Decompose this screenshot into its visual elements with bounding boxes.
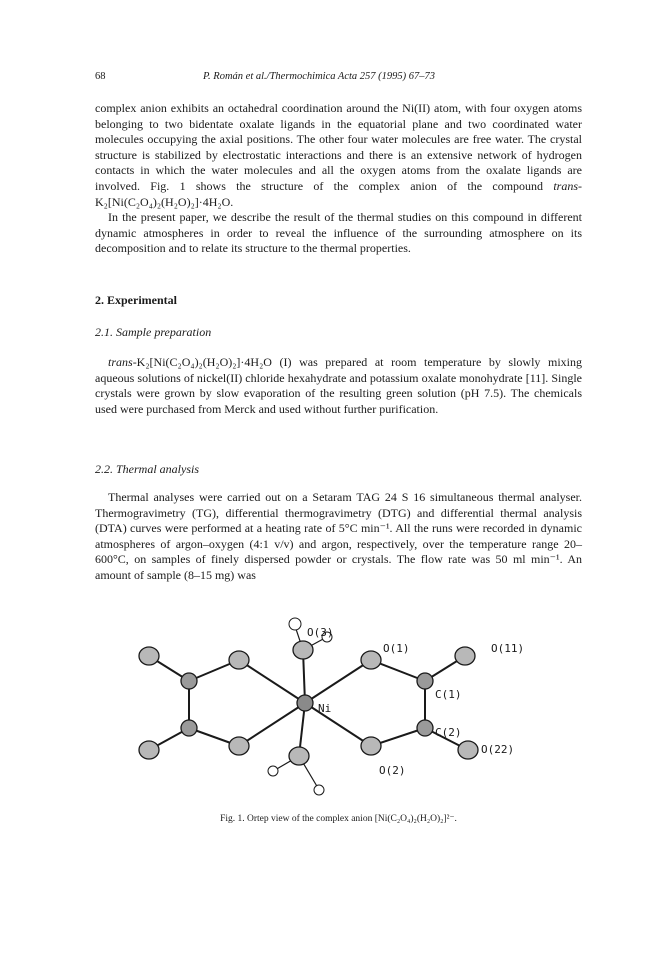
atom-ni [297, 695, 313, 711]
atom-c2-sym [181, 720, 197, 736]
sample-preparation-paragraph: trans-K₂[Ni(C₂O₄)₂(H₂O)₂]·4H₂O (I) was prepared at room temperature by slowly mixing aqueous solutions of nickel(II) chloride hexahydrate and potassium oxalate monohydrate [11]. Single crystals were grown by slow evaporation of the resulting green solution (pH 7.5). The chemicals used were purchased from Merck and used without further purification. [95, 355, 582, 416]
atom-h-3 [268, 766, 278, 776]
atom-h-1 [289, 618, 301, 630]
label-c1: C(1) [435, 688, 462, 701]
label-o22: O(22) [481, 743, 515, 756]
atom-c1-sym [181, 673, 197, 689]
subsection-heading-sample-preparation: 2.1. Sample preparation [95, 325, 212, 339]
section-heading: 2. Experimental [95, 293, 177, 307]
running-header [95, 71, 585, 87]
atom-o1 [361, 651, 381, 669]
label-o11: O(11) [491, 642, 525, 655]
atom-o22 [458, 741, 478, 759]
atom-o3-trans [289, 747, 309, 765]
label-o3: O(3) [307, 626, 334, 639]
atom-o2 [361, 737, 381, 755]
running-title: P. Román et al./Thermochimica Acta 257 (1995) 67–73 [203, 71, 436, 82]
label-ni: Ni [318, 702, 332, 715]
sample-preparation-text [95, 355, 582, 417]
atom-c2 [417, 720, 433, 736]
atom-o2-sym [229, 737, 249, 755]
atom-o22-sym [139, 741, 159, 759]
atom-o11 [455, 647, 475, 665]
atom-h-4 [314, 785, 324, 795]
ortep-drawing [135, 608, 555, 808]
page-number: 68 [95, 71, 106, 82]
thermal-analysis-paragraph: Thermal analyses were carried out on a Setaram TAG 24 S 16 simultaneous thermal analyser. Thermogravimetry (TG), differential thermogravimetry (DTG) and differential thermal analysis (DTA) curves were performed at a heating rate of 5°C min⁻¹. All the runs were recorded in dynamic atmospheres of argon–oxygen (4:1 v/v) and argon, respectively, over the temperature range 20–600°C, on samples of finely dispersed powder or crystals. The flow rate was 50 ml min⁻¹. An amount of sample (8–15 mg) was [95, 490, 582, 582]
atom-o11-sym [139, 647, 159, 665]
figure-caption: Fig. 1. Ortep view of the complex anion [Ni(C₂O₄)₂(H₂O)₂]²⁻. [220, 814, 457, 824]
intro-paragraph-2: In the present paper, we describe the result of the thermal studies on this compound in different dynamic atmospheres in order to reveal the influence of the surrounding atmosphere on its decomposition and to relate its structure to the thermal properties. [95, 210, 582, 256]
thermal-analysis-text [95, 490, 582, 584]
atom-c1 [417, 673, 433, 689]
intro-paragraph-1: complex anion exhibits an octahedral coordination around the Ni(II) atom, with four oxygen atoms belonging to two bidentate oxalate ligands in the equatorial plane and two coordinated water molecules occupying the axial positions. The other four water molecules are free water. The crystal structure is stabilized by electrostatic interactions and there is an extensive network of hydrogen contacts in which the water molecules and all the oxygen atoms from the oxalate ligands are involved. Fig. 1 shows the structure of the complex anion of the compound trans-K₂[Ni(C₂O₄)₂(H₂O)₂]·4H₂O. [95, 101, 582, 209]
label-o2: O(2) [379, 764, 406, 777]
intro-text [95, 101, 582, 257]
ortep-figure [135, 608, 555, 808]
atom-o3 [293, 641, 313, 659]
label-c2: C(2) [435, 726, 462, 739]
subsection-heading-thermal-analysis: 2.2. Thermal analysis [95, 462, 200, 476]
atom-o1-sym [229, 651, 249, 669]
label-o1: O(1) [383, 642, 410, 655]
